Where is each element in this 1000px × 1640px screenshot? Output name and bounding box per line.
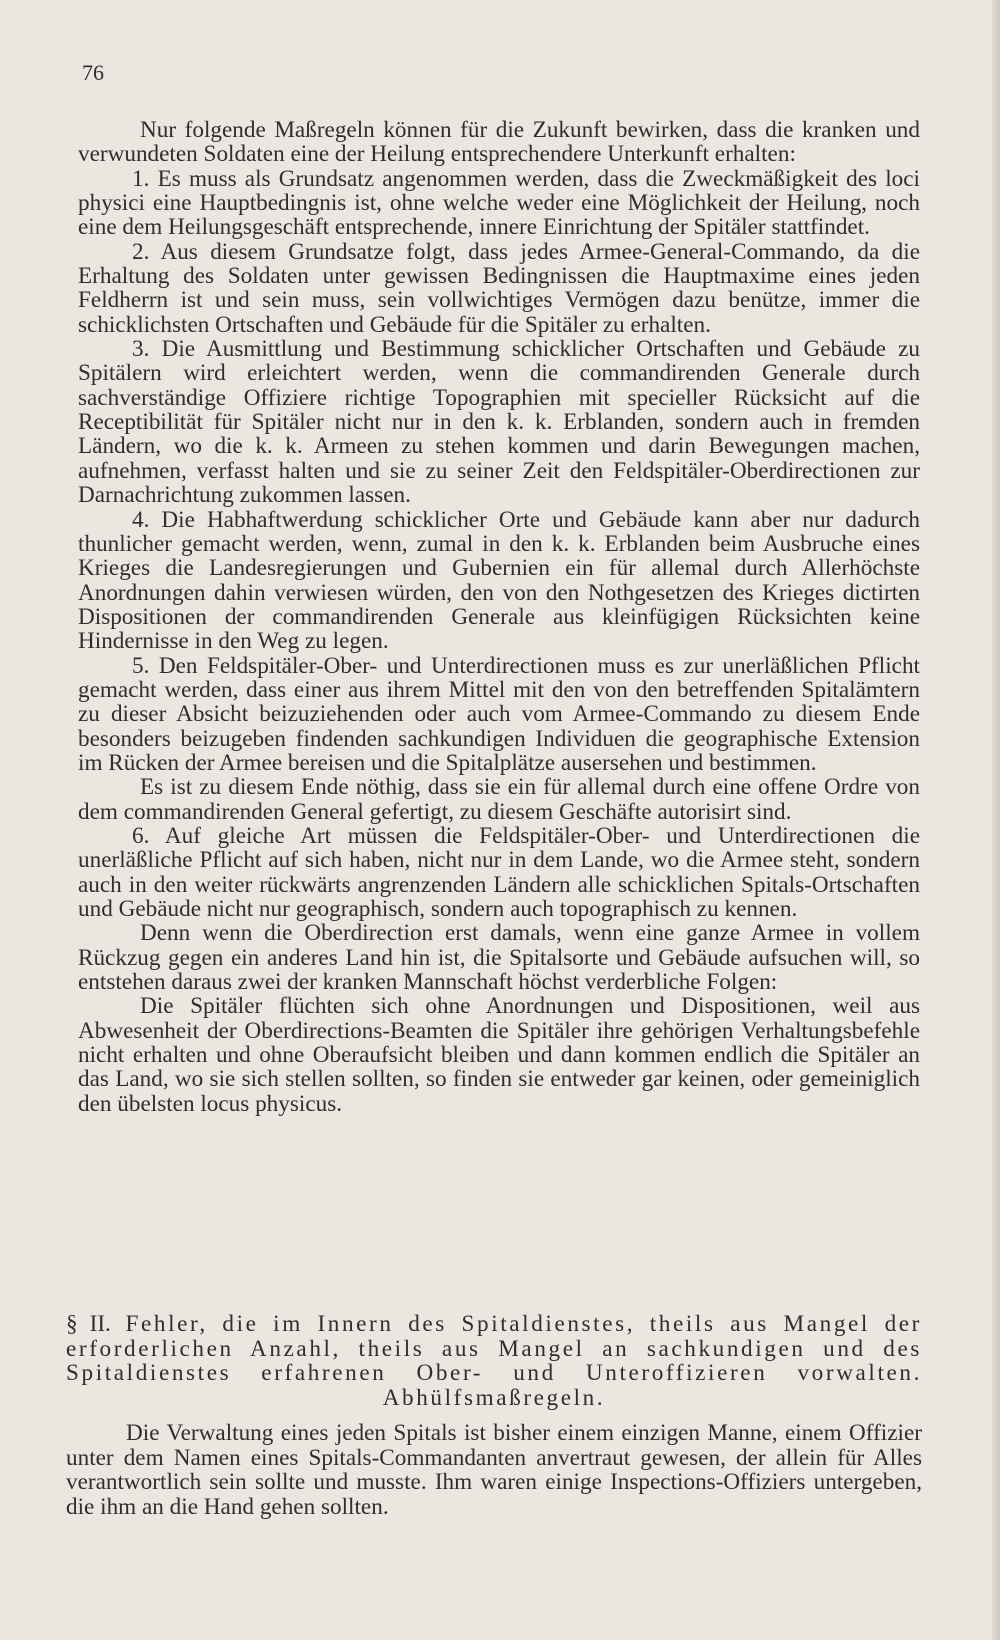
section-title: Fehler, die im Innern des Spitaldienstes, theils aus Mangel der erforderlichen Anzahl, theils aus Mangel an sachkundigen und des Spitaldienstes erfahrenen Ober- und Unteroffizieren vorwalten. Abhülfsmaßregeln. xyxy=(66,1311,922,1411)
paragraph-item-1: 1. Es muss als Grundsatz angenommen werden, dass die Zweckmäßigkeit des loci physici eine Hauptbedingnis ist, ohne welche weder eine Möglichkeit der Heilung, noch eine dem Heilungsgeschäft entsprechende, innere Einrichtung der Spitäler stattfindet. xyxy=(78,165,920,241)
section-marker: § II. xyxy=(66,1311,111,1337)
paragraph-intro: Nur folgende Maßregeln können für die Zukunft bewirken, dass die kranken und verwundeten Soldaten eine der Heilung entsprechendere Unterkunft erhalten: xyxy=(78,117,920,168)
paragraph-item-6: 6. Auf gleiche Art müssen die Feldspitäler-Ober- und Unterdirectionen die unerläßliche Pflicht auf sich haben, nicht nur in dem Lande, wo die Armee steht, sondern auch in den weiter rückwärts angrenzenden Ländern alle schicklichen Spitals-Ortschaften und Gebäude nicht nur geographisch, sondern auch topographisch zu kennen. xyxy=(78,822,920,922)
paragraph-item-5: 5. Den Feldspitäler-Ober- und Unterdirectionen muss es zur unerläßlichen Pflicht gemacht werden, dass einer aus ihrem Mittel mit den von den betreffenden Spitalämtern zu dieser Absicht beizuziehenden oder auch vom Armee-Commando zu diesem Ende besonders beizugeben findenden sachkundigen Individuen die geographische Extension im Rücken der Armee bereisen und die Spitalplätze ausersehen und bestimmen. xyxy=(78,652,920,776)
paragraph-item-4: 4. Die Habhaftwerdung schicklicher Orte und Gebäude kann aber nur dadurch thunlicher gemacht werden, wenn, zumal in den k. k. Erblanden beim Ausbruche eines Krieges die Landesregierungen und Gubernien ein für allemal durch Allerhöchste Anordnungen dahin verwiesen würden, den von den Nothgesetzen des Krieges dictirten Dispositionen der commandirenden Generale aus kleinfügigen Rücksichten keine Hindernisse in den Weg zu legen. xyxy=(78,506,920,655)
page-number: 76 xyxy=(82,60,104,85)
paragraph-consequence: Denn wenn die Oberdirection erst damals, wenn eine ganze Armee in vollem Rückzug gegen ein anderes Land hin ist, die Spitalsorte und Gebäude aufsuchen will, so entstehen daraus zwei der kranken Mannschaft höchst verderbliche Folgen: xyxy=(78,920,920,996)
paragraph-item-2: 2. Aus diesem Grundsatze folgt, dass jedes Armee-General-Commando, da die Erhaltung des Soldaten unter gewissen Bedingnissen die Hauptmaxime eines jeden Feldherrn ist und sein muss, sein vollwichtiges Vermögen dazu benütze, immer die schicklichsten Ortschaften und Gebäude für die Spitäler zu erhalten. xyxy=(78,238,920,338)
page-edge xyxy=(992,0,1000,1640)
paragraph-consequence-detail: Die Spitäler flüchten sich ohne Anordnungen und Dispositionen, weil aus Abwesenheit der Oberdirections-Beamten die Spitäler ihre gehörigen Verhaltungsbefehle nicht erhalten und ohne Oberaufsicht bleiben und dann kommen endlich die Spitäler an das Land, wo sie sich stellen sollten, so finden sie entweder gar keinen, oder gemeiniglich den übelsten locus physicus. xyxy=(78,993,920,1117)
paragraph-administration: Die Verwaltung eines jeden Spitals ist bisher einem einzigen Manne, einem Offizier unter dem Namen eines Spitals-Commandanten anvertraut gewesen, der allein für Alles verantwortlich sein sollte und musste. Ihm waren einige Inspections-Offiziers untergeben, die ihm an die Hand gehen sollten. xyxy=(66,1420,922,1520)
section-heading xyxy=(66,1312,922,1410)
body-text xyxy=(78,118,920,1116)
section-body-text xyxy=(66,1421,922,1519)
paragraph-item-5-note: Es ist zu diesem Ende nöthig, dass sie ein für allemal durch eine offene Ordre von dem commandirenden General gefertigt, zu diesem Geschäfte autorisirt sind. xyxy=(78,774,920,825)
paragraph-item-3: 3. Die Ausmittlung und Bestimmung schicklicher Ortschaften und Gebäude zu Spitälern wird erleichtert werden, wenn die commandirenden Generale durch sachverständige Offiziere richtige Topographien mit specieller Rücksicht auf die Receptibilität für Spitäler nicht nur in den k. k. Erblanden, sondern auch in fremden Ländern, wo die k. k. Armeen zu stehen kommen und darin Bewegungen machen, aufnehmen, verfasst halten und sie zu seiner Zeit den Feldspitäler-Oberdirectionen zur Darnachrichtung zukommen lassen. xyxy=(78,336,920,509)
